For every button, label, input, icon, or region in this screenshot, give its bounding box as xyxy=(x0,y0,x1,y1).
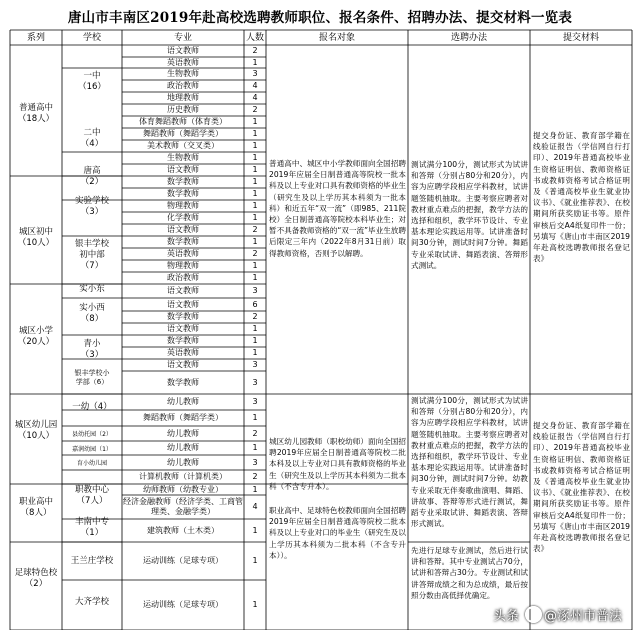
count-cell: 1 xyxy=(252,165,258,174)
count-cell: 3 xyxy=(252,377,258,387)
subject-cell: 舞蹈教师（舞蹈学类） xyxy=(143,413,223,422)
school-yinfeng: 银丰学校 初中部 （7） xyxy=(74,239,109,271)
watermark-platform: 头条 xyxy=(492,609,519,624)
school-tanggao: 唐高 （2） xyxy=(80,166,104,187)
count-cell: 2 xyxy=(252,312,258,321)
count-cell: 4 xyxy=(252,502,258,511)
header-count: 人数 xyxy=(245,33,264,43)
subject-cell: 语文教师 xyxy=(167,286,199,295)
count-cell: 2 xyxy=(252,105,258,114)
count-cell: 1 xyxy=(252,117,258,126)
group-kindergarten: 城区幼儿园 （10人） xyxy=(14,420,58,441)
count-cell: 1 xyxy=(252,413,258,422)
subject-cell: 语文教师 xyxy=(167,46,199,55)
watermark-account: @涿州市普法 xyxy=(543,609,622,624)
subject-cell: 幼儿教师 xyxy=(167,428,199,438)
subject-cell: 数学教师 xyxy=(167,237,199,246)
school-zhijiao: 职教中心 （7人） xyxy=(74,485,109,506)
method-text-a: 测试满分100分，测试形式为试讲和答辩（分别占80分和20分），内容为应聘学段相应学科教材，试讲题签随机抽取。主要考察应聘者对教材重点难点的把握，教学方法的选择和组织，教学环节设计、专业基本理论实践运用等。试讲准备时间30分钟，测试时间7分钟。舞蹈专业采取试讲、舞蹈表演、答辩形式测试。 xyxy=(411,160,528,270)
school-erzhong: 二中 （4） xyxy=(80,128,104,149)
count-cell: 2 xyxy=(252,46,258,55)
count-cell: 1 xyxy=(252,336,258,345)
subject-cell: 数学教师 xyxy=(167,177,199,186)
school-yizhong: 一中 （16） xyxy=(78,71,106,92)
method-text-b: 测试满分100分，测试形式为试讲和答辩（分别占80分和20分），内容为应聘学段相应学科教材，试讲题签随机抽取。主要考察应聘者对教材重点难点的把握，教学方法的选择和组织，教学环节设计、专业基本理论实践运用等。试讲准备时间30分钟，测试时间7分钟。幼教专业采取无伴奏歌曲演唱、舞蹈、讲故事、答辩等形式进行测试，舞蹈专业采取试讲、舞蹈表演、答辩形式测试。 xyxy=(411,396,528,529)
school-kindergarten-b: 嘉润幼园（1） xyxy=(72,446,112,453)
subject-cell: 计算机教师（计算机类） xyxy=(139,472,227,481)
count-cell: 1 xyxy=(252,443,258,452)
subject-cell: 数学教师 xyxy=(167,189,199,198)
method-text-c: 先进行足球专业测试，然后进行试讲和答辩。其中专业测试占70分，试讲和答辩占30分。专业测试和试讲答辩成绩之和为总成绩，最后按照分数由高低择优确定。 xyxy=(411,546,528,600)
header-system: 系列 xyxy=(26,33,45,43)
header-subject: 专业 xyxy=(173,33,192,43)
count-cell: 1 xyxy=(252,556,258,565)
count-cell: 6 xyxy=(252,299,258,309)
subject-cell: 语文教师 xyxy=(167,299,199,309)
subject-cell: 语文教师 xyxy=(167,360,199,369)
count-cell: 1 xyxy=(252,348,258,357)
subject-cell: 英语教师 xyxy=(167,348,199,357)
count-cell: 1 xyxy=(252,600,258,609)
count-cell: 1 xyxy=(252,213,258,222)
group-city-primary: 城区小学 （20人） xyxy=(17,326,55,347)
materials-text-b: 提交身份证、教育部学籍在线验证报告（学信网自行打印）、2019年普通高校毕业生资格证明信、教师资格证书或教师资格考试合格证明及《普通高校毕业生就业协议书》、《就业推荐表》、在校期间所获奖励证书等。原件审核后交A4纸复印件一份；另填写《唐山市丰南区2019年赴高校选聘教师报名登记表》 xyxy=(533,421,630,554)
subject-cell: 体育舞蹈教师（体育类） xyxy=(139,117,227,126)
group-football: 足球特色校 （2） xyxy=(14,568,58,589)
subject-cell: 经济金融教师（经济学类、工商管理类、金融学类） xyxy=(123,497,243,516)
group-senior-high: 普通高中 （18人） xyxy=(17,103,55,124)
subject-cell: 幼儿教师 xyxy=(167,457,199,467)
count-cell: 3 xyxy=(252,457,258,467)
subject-cell: 地理教师 xyxy=(167,93,199,102)
subject-cell: 数学教师 xyxy=(167,336,199,345)
target-text-c: 职业高中、足球特色校教师面向全国招聘2019年应届全日制普通高等院校二批本科及以上专业对口的毕业生（研究生及以上学历其本科须为二批本科（不含专升本））。 xyxy=(269,506,406,560)
subject-cell: 幼儿教师 xyxy=(167,443,199,452)
school-yinfeng-primary: 银丰学校小 学部（6） xyxy=(74,369,110,386)
subject-cell: 运动训练（足球专项） xyxy=(143,556,223,565)
subject-cell: 数学教师 xyxy=(167,377,199,387)
watermark xyxy=(493,605,622,624)
school-shiyan: 实验学校 （3） xyxy=(74,196,109,217)
subject-cell: 语文教师 xyxy=(167,165,199,174)
school-kindergarten-c: 育小幼儿园 xyxy=(76,460,107,467)
school-yiyou: 一幼（4） xyxy=(72,402,112,412)
count-cell: 1 xyxy=(252,261,258,270)
subject-cell: 美术教师（交叉类） xyxy=(147,141,219,150)
count-cell: 3 xyxy=(252,286,258,295)
school-kindergarten-a: 县幼托园（2） xyxy=(72,431,112,438)
subject-cell: 政治教师 xyxy=(167,273,199,282)
subject-cell: 生物教师 xyxy=(167,153,199,162)
subject-cell: 幼师教师（幼教专业） xyxy=(143,484,223,494)
subject-cell: 语文教师 xyxy=(167,225,199,234)
count-cell: 1 xyxy=(252,237,258,246)
count-cell: 1 xyxy=(252,273,258,282)
count-cell: 2 xyxy=(252,249,258,258)
subject-cell: 运动训练（足球专项） xyxy=(143,600,223,609)
count-cell: 1 xyxy=(252,141,258,150)
group-city-junior: 城区初中 （10人） xyxy=(17,227,55,248)
materials-text-a: 提交身份证、教育部学籍在线验证报告（学信网自行打印）、2019年普通高校毕业生资格证明信、教师资格证书或教师资格考试合格证明及《普通高校毕业生就业协议书》、《就业推荐表》、在校期间所获奖励证书等。原件审核后交A4纸复印件一份；另填写《唐山市丰南区2019年赴高校选聘教师报名登记表》 xyxy=(533,131,630,264)
target-text-b: 城区幼儿园教师（职校幼师）面向全国招聘2019年应届全日制普通高等院校二批本科及以上专业对口具有教师资格的毕业生（研究生及以上学历其本科须为二批本科（不含专升本）。 xyxy=(269,437,406,491)
subject-cell: 化学教师 xyxy=(167,213,199,222)
count-cell: 1 xyxy=(252,525,258,535)
count-cell: 2 xyxy=(252,472,258,481)
count-cell: 1 xyxy=(252,324,258,333)
subject-cell: 英语教师 xyxy=(167,249,199,258)
header-method: 选聘办法 xyxy=(450,33,487,43)
subject-cell: 建筑教师（土木类） xyxy=(147,525,219,535)
subject-cell: 舞蹈教师（舞蹈学类） xyxy=(143,129,223,138)
header-school: 学校 xyxy=(82,33,101,43)
count-cell: 2 xyxy=(252,225,258,234)
header-target: 报名对象 xyxy=(318,33,355,43)
school-wanglanzhuang: 王兰庄学校 xyxy=(70,556,114,566)
school-qingxiao: 青小 （3） xyxy=(80,339,104,360)
count-cell: 1 xyxy=(252,57,258,67)
group-vocational: 职业高中 （8人） xyxy=(18,497,53,518)
subject-cell: 物理教师 xyxy=(167,201,199,210)
school-shixiaodong: 实小东 xyxy=(79,284,105,294)
subject-cell: 历史教师 xyxy=(167,105,199,114)
count-cell: 4 xyxy=(252,81,258,90)
count-cell: 1 xyxy=(252,153,258,162)
count-cell: 1 xyxy=(252,177,258,186)
count-cell: 3 xyxy=(252,69,258,78)
subject-cell: 幼儿教师 xyxy=(167,397,199,406)
subject-cell: 物理教师 xyxy=(167,261,199,270)
subject-cell: 英语教师 xyxy=(167,57,199,67)
subject-cell: 生物教师 xyxy=(167,69,199,78)
page-title: 唐山市丰南区2019年赴高校选聘教师职位、报名条件、招聘办法、提交材料一览表 xyxy=(67,10,573,26)
school-fengnan-zhong: 丰南中专 （1） xyxy=(74,517,109,538)
target-text-a: 普通高中、城区中小学教师面向全国招聘2019年应届全日制普通高等院校一批本科及以上专业对口具有教师资格的毕业生（研究生及以上学历其本科须为一批本科）和近五年“双一流”（即985、211院校）全日制普通高等院校本科毕业生；对暂不具备教师资格的“双一流”毕业生放聘后限定三年内（2022年8月31日前）取得教师资格，否则予以解聘。 xyxy=(269,159,406,258)
toutiao-account-icon xyxy=(525,606,542,623)
count-cell: 1 xyxy=(252,484,258,494)
count-cell: 1 xyxy=(252,189,258,198)
subject-cell: 数学教师 xyxy=(167,312,199,321)
count-cell: 2 xyxy=(252,428,258,438)
school-shixiaoxi: 实小西 （8） xyxy=(79,303,105,324)
subject-cell: 政治教师 xyxy=(167,81,199,90)
count-cell: 1 xyxy=(252,201,258,210)
count-cell: 4 xyxy=(252,93,258,102)
count-cell: 1 xyxy=(252,129,258,138)
school-daqi: 大齐学校 xyxy=(74,597,109,607)
header-materials: 提交材料 xyxy=(562,33,599,43)
count-cell: 3 xyxy=(252,360,258,369)
count-cell: 3 xyxy=(252,397,258,406)
subject-cell: 语文教师 xyxy=(167,324,199,333)
